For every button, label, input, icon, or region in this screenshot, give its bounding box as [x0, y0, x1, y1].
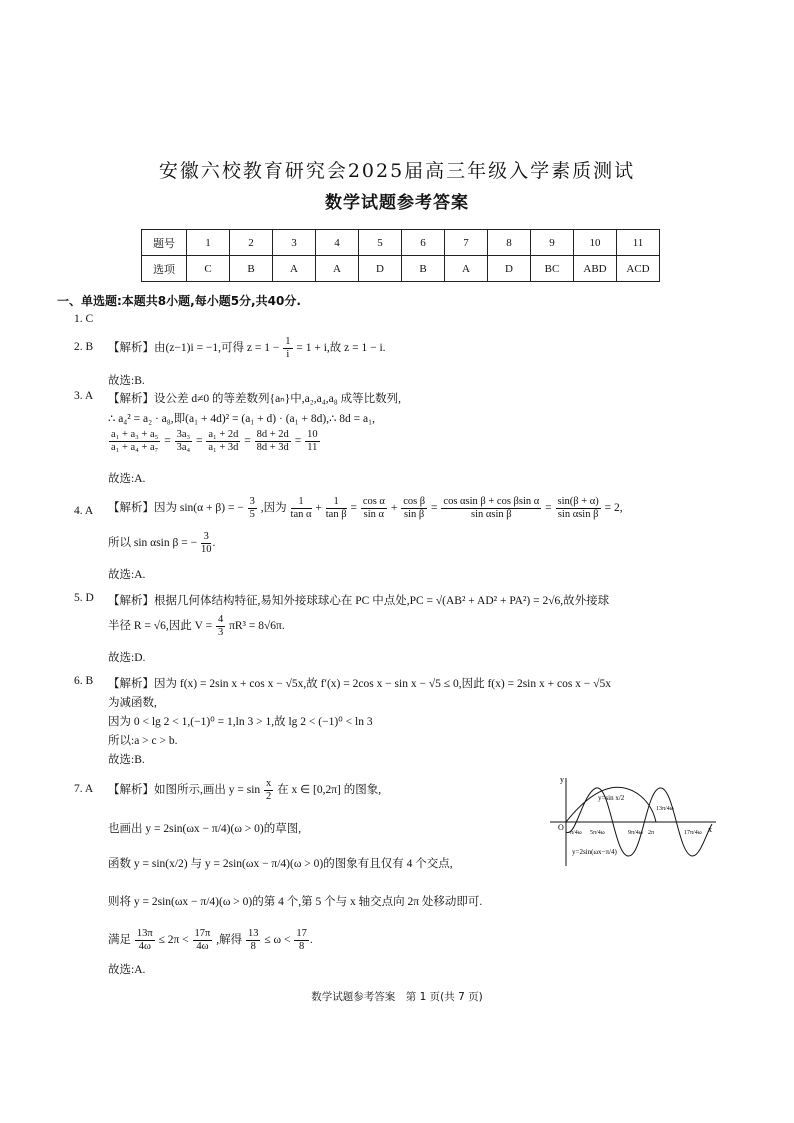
- frac-num: cos α: [362, 496, 385, 507]
- row-label-answer: 选项: [142, 256, 187, 282]
- q2-fraction: [283, 336, 292, 361]
- q6-number: 6. B: [74, 675, 94, 687]
- q3-line3: $\frac{\text{a₁ + a₃ + a₅}}{\text{a₁ + a₄ + a₇}}$ = $\frac{\text{3a₃}}{\text{3a₄}}$ = $\frac{\text{a₁ + 2d}}{\text{a₁ + 3d}}$ = $\frac{8d + 2d}{8d + 3d}$ = $\frac{10}{11}$: [111, 429, 318, 453]
- q2-solution: [108, 336, 386, 361]
- frac-den: sin β: [404, 509, 425, 520]
- q7-frac-b: [193, 928, 213, 953]
- q4-answer: 故选:A.: [108, 569, 146, 581]
- table-cell: 10: [574, 230, 617, 256]
- frac-num: 3: [201, 531, 212, 544]
- sin-label: y=sin x/2: [598, 794, 625, 802]
- table-cell: 11: [617, 230, 660, 256]
- frac-den: 4ω: [196, 941, 209, 952]
- q3-line2: ∴ a₄² = a₂ · a₈,即(a₁ + 4d)² = (a₁ + d) · (a₁ + 8d),∴ 8d = a₁,: [108, 413, 375, 425]
- frac-num: a₁ + a₃ + a₅: [111, 429, 159, 440]
- q7-line2: 也画出 y = 2sin(ωx − π/4)(ω > 0)的草图,: [108, 823, 302, 835]
- q3-frac1: [109, 429, 160, 454]
- frac-den: 4ω: [138, 941, 151, 952]
- frac-num: 3: [249, 496, 255, 507]
- q4-frac-d: [401, 496, 427, 521]
- q4-text-c: = 2,: [604, 502, 623, 515]
- table-cell: 7: [445, 230, 488, 256]
- q7-text-a: 【解析】如图所示,画出 y = sin: [108, 784, 261, 797]
- q2-answer: 故选:B.: [108, 375, 145, 387]
- frac-num: a₁ + 2d: [208, 429, 239, 440]
- frac-den: i: [286, 349, 290, 360]
- frac-num: cos β: [403, 496, 426, 507]
- tick-9pi-4w: 9π/4ω: [628, 830, 643, 836]
- q4-line1: 【解析】因为 sin(α + β) = − $\frac{3}{5}$ ,因为 $\frac{1}{\text{tan α}}$ + $\frac{1}{\text{tan β}}$ = $\frac{\text{cos α}}{\text{sin α}}$ + $\frac{\text{cos β}}{\text{sin β}}$ = $\frac{\text{cos αsin β + cos βsin α}}{\text{sin αsin β}}$ = $\frac{\sin(\beta + \alpha)}{\text{sin αsin β}}$ = 2,: [108, 496, 623, 520]
- q4-frac-b: [326, 496, 347, 521]
- q5-number: 5. D: [74, 592, 94, 604]
- table-cell: D: [488, 256, 531, 282]
- two-sin-label: y=2sin(ωx−π/4): [572, 848, 617, 856]
- table-cell: A: [316, 256, 359, 282]
- table-cell: C: [187, 256, 230, 282]
- q4-frac-c: [361, 496, 387, 521]
- q7-frac: [264, 778, 273, 803]
- frac-num: cos αsin β + cos βsin α: [443, 496, 540, 507]
- q1-number: 1. C: [74, 313, 94, 325]
- q4-line2: 所以 sin αsin β = − $\frac{3}{10}$ .: [108, 531, 216, 555]
- q4-text-b: ,因为: [260, 502, 287, 515]
- section-heading: 一、单选题:本题共8小题,每小题5分,共40分.: [57, 294, 301, 308]
- tick-pi-4w: π/4ω: [570, 830, 582, 836]
- q3-frac5: [305, 429, 320, 454]
- q7-function-graph: [548, 774, 720, 869]
- frac-den: 2: [266, 791, 272, 802]
- x-axis-label: x: [708, 825, 712, 834]
- frac-den: 5: [249, 509, 255, 520]
- q4-text-a: 【解析】因为 sin(α + β) = −: [108, 502, 244, 515]
- frac-den: sin αsin β: [471, 509, 512, 520]
- exam-subtitle: 数学试题参考答案: [325, 193, 469, 213]
- frac-den: 8d + 3d: [256, 442, 289, 453]
- q5-frac: [216, 614, 225, 639]
- frac-num: 1: [291, 496, 312, 509]
- q4-frac-f: [556, 496, 601, 521]
- q6-line4: 所以:a > c > b.: [108, 735, 178, 747]
- table-cell: BC: [531, 256, 574, 282]
- row-label-number: 题号: [142, 230, 187, 256]
- q6-answer: 故选:B.: [108, 754, 145, 766]
- frac-den: sin α: [363, 509, 385, 520]
- q3-frac3: [206, 429, 240, 454]
- q5-line1: 【解析】根据几何体结构特征,易知外接球球心在 PC 中点处,PC = √(AB² + AD² + PA²) = 2√6,故外接球: [108, 595, 610, 607]
- tick-5pi-4w: 5π/4ω: [590, 830, 605, 836]
- table-cell: 2: [230, 230, 273, 256]
- frac-num: 17π: [194, 928, 211, 939]
- frac-num: 1: [326, 496, 347, 509]
- q2-text2: = 1 + i,故 z = 1 − i.: [296, 342, 386, 355]
- frac-den: 3a₄: [176, 442, 191, 453]
- table-cell: A: [445, 256, 488, 282]
- answer-table-number-row: [142, 230, 660, 256]
- frac-num: 13π: [136, 928, 153, 939]
- q3-line1: 【解析】设公差 d≠0 的等差数列{aₙ}中,a₂,a₄,a₈ 成等比数列,: [108, 393, 402, 405]
- table-cell: 3: [273, 230, 316, 256]
- page-footer: 数学试题参考答案 第 1 页(共 7 页): [311, 991, 483, 1003]
- tick-17pi-4w: 17π/4ω: [684, 830, 702, 836]
- frac-num: 17: [296, 928, 307, 939]
- table-cell: 6: [402, 230, 445, 256]
- table-cell: 1: [187, 230, 230, 256]
- q2-text: 【解析】由(z−1)i = −1,可得 z = 1 −: [108, 342, 280, 355]
- frac-den: tan β: [325, 509, 347, 520]
- frac-den: tan α: [290, 509, 312, 520]
- table-cell: D: [359, 256, 402, 282]
- q2-number: 2. B: [74, 341, 94, 353]
- q4-frac0: [248, 496, 257, 521]
- frac-num: 10: [307, 429, 318, 440]
- table-cell: 8: [488, 230, 531, 256]
- q6-line1: 【解析】因为 f(x) = 2sin x + cos x − √5x,故 f′(x) = 2cos x − sin x − √5 ≤ 0,因此 f(x) = 2sin x + cos x − √5x: [108, 678, 611, 690]
- table-cell: A: [273, 256, 316, 282]
- q7-line1: [108, 778, 381, 803]
- tick-2pi: 2π: [648, 830, 655, 836]
- q3-frac4: [255, 429, 291, 454]
- q7-line3: 函数 y = sin(x/2) 与 y = 2sin(ωx − π/4)(ω > 0)的图象有且仅有 4 个交点,: [108, 858, 453, 870]
- q3-number: 3. A: [74, 390, 94, 402]
- q6-line3: 因为 0 < lg 2 < 1,(−1)⁰ = 1,ln 3 > 1,故 lg 2 < (−1)⁰ < ln 3: [108, 716, 373, 728]
- table-cell: B: [230, 256, 273, 282]
- q7-frac-a: [135, 928, 155, 953]
- q3-answer: 故选:A.: [108, 473, 146, 485]
- frac-den: 8: [298, 941, 305, 952]
- q6-line2: 为减函数,: [108, 697, 157, 709]
- tick-13pi-4w: 13π/4ω: [656, 806, 674, 812]
- frac-num: 3a₃: [176, 429, 191, 440]
- frac-den: 11: [307, 442, 318, 453]
- table-cell: 9: [531, 230, 574, 256]
- frac-num: x: [266, 778, 272, 789]
- table-cell: ACD: [617, 256, 660, 282]
- frac-num: 8d + 2d: [256, 429, 289, 440]
- q7-text-b: 在 x ∈ [0,2π] 的图象,: [277, 784, 382, 797]
- frac-num: sin(β + α): [557, 496, 599, 507]
- q5-line2: [108, 614, 285, 639]
- q4-number: 4. A: [74, 505, 94, 517]
- frac-den: a₁ + a₄ + a₇: [111, 442, 159, 453]
- answer-table-answer-row: [142, 256, 660, 282]
- frac-den: a₁ + 3d: [208, 442, 239, 453]
- q7-frac-d: [294, 928, 309, 953]
- q7-line5: 满足 $\frac{13\pi}{4\omega}$ ≤ 2π < $\frac{17\pi}{4\omega}$ ,解得 $\frac{13}{8}$ ≤ ω < $\frac{17}{8}$ .: [108, 928, 313, 952]
- q4-text-2a: 所以 sin αsin β = −: [108, 537, 198, 550]
- q5-text-b: πR³ = 8√6π.: [229, 620, 285, 633]
- exam-title: 安徽六校教育研究会2025届高三年级入学素质测试: [158, 160, 636, 182]
- answer-table: [141, 229, 660, 282]
- q7-answer: 故选:A.: [108, 964, 146, 976]
- q7-number: 7. A: [74, 783, 94, 795]
- q7-frac-c: [246, 928, 261, 953]
- frac-num: 13: [247, 928, 259, 939]
- frac-num: 1: [285, 336, 291, 347]
- q5-answer: 故选:D.: [108, 652, 146, 664]
- q5-text-a: 半径 R = √6,因此 V =: [108, 620, 213, 633]
- frac-den: 8: [250, 941, 256, 952]
- q7-line4: 则将 y = 2sin(ωx − π/4)(ω > 0)的第 4 个,第 5 个与 x 轴交点向 2π 处移动即可.: [108, 896, 483, 908]
- frac-den: 3: [217, 627, 224, 638]
- q4-frac-e: [441, 496, 541, 521]
- q3-frac2: [175, 429, 193, 454]
- frac-num: 4: [217, 614, 224, 625]
- q4-frac2: [201, 531, 212, 556]
- origin-label: O: [558, 823, 564, 832]
- q4-frac-a: [291, 496, 312, 521]
- q7-text-5b: ≤ 2π <: [158, 934, 189, 947]
- table-cell: 5: [359, 230, 402, 256]
- q7-text-5a: 满足: [108, 934, 131, 947]
- frac-den: 10: [200, 544, 212, 555]
- y-axis-label: y: [560, 775, 564, 784]
- table-cell: B: [402, 256, 445, 282]
- frac-den: sin αsin β: [557, 509, 599, 520]
- table-cell: 4: [316, 230, 359, 256]
- table-cell: ABD: [574, 256, 617, 282]
- q7-text-5d: ≤ ω <: [264, 934, 291, 947]
- q7-text-5c: ,解得: [216, 934, 243, 947]
